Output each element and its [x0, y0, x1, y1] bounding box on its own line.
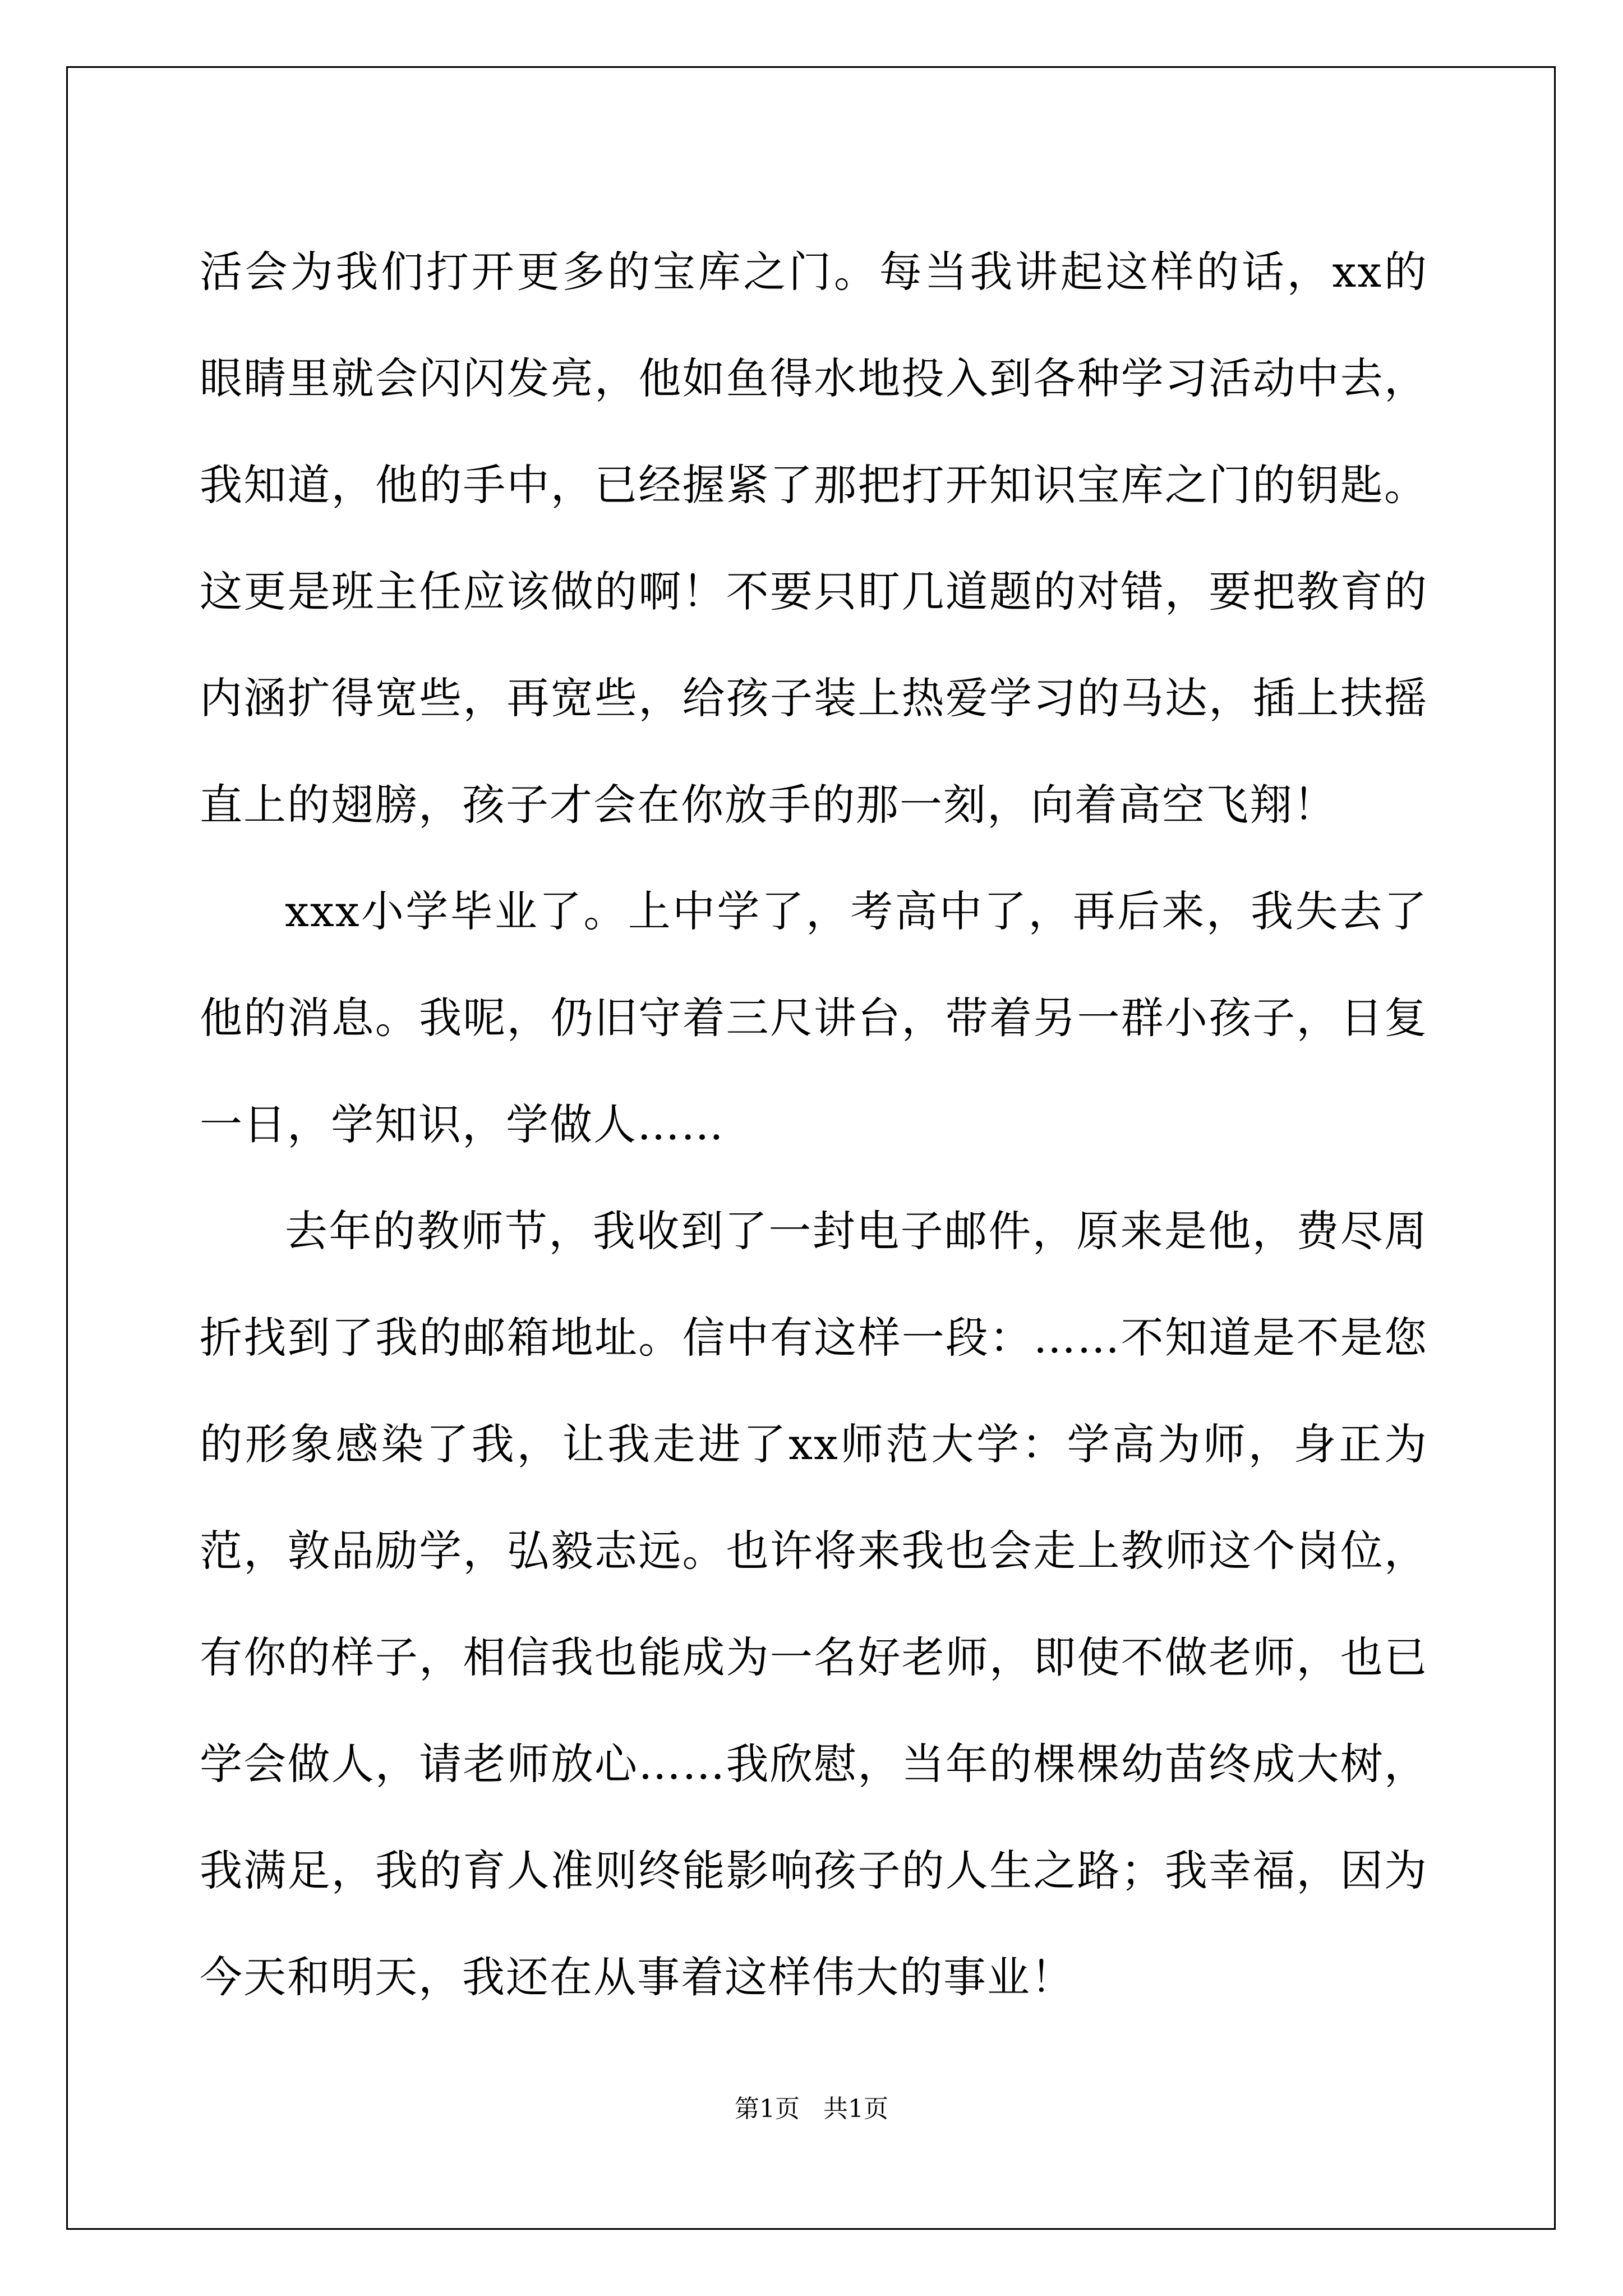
paragraph-3: 去年的教师节，我收到了一封电子邮件，原来是他，费尽周折找到了我的邮箱地址。信中有这样一段：……不知道是不是您的形象感染了我，让我走进了xx师范大学：学高为师，身正为范，敦品励学，弘毅志远。也许将来我也会走上教师这个岗位，有你的样子，相信我也能成为一名好老师，即使不做老师，也已学会做人，请老师放心……我欣慰，当年的棵棵幼苗终成大树，我满足，我的育人准则终能影响孩子的人生之路；我幸福，因为今天和明天，我还在从事着这样伟大的事业！	[200, 1206, 1428, 2002]
page-total: 共1页	[823, 2095, 888, 2123]
paragraph-2: xxx小学毕业了。上中学了，考高中了，再后来，我失去了他的消息。我呢，仍旧守着三尺讲台，带着另一群小孩子，日复一日，学知识，学做人……	[200, 886, 1428, 1149]
footer-spacer	[800, 2095, 823, 2123]
document-body	[200, 219, 1428, 2031]
page-footer	[0, 2092, 1623, 2126]
page-number: 第1页	[735, 2095, 800, 2123]
paragraph-1: 活会为我们打开更多的宝库之门。每当我讲起这样的话，xx的眼睛里就会闪闪发亮，他如鱼得水地投入到各种学习活动中去，我知道，他的手中，已经握紧了那把打开知识宝库之门的钥匙。这更是班主任应该做的啊！不要只盯几道题的对错，要把教育的内涵扩得宽些，再宽些，给孩子装上热爱学习的马达，插上扶摇直上的翅膀，孩子才会在你放手的那一刻，向着高空飞翔！	[200, 247, 1428, 830]
